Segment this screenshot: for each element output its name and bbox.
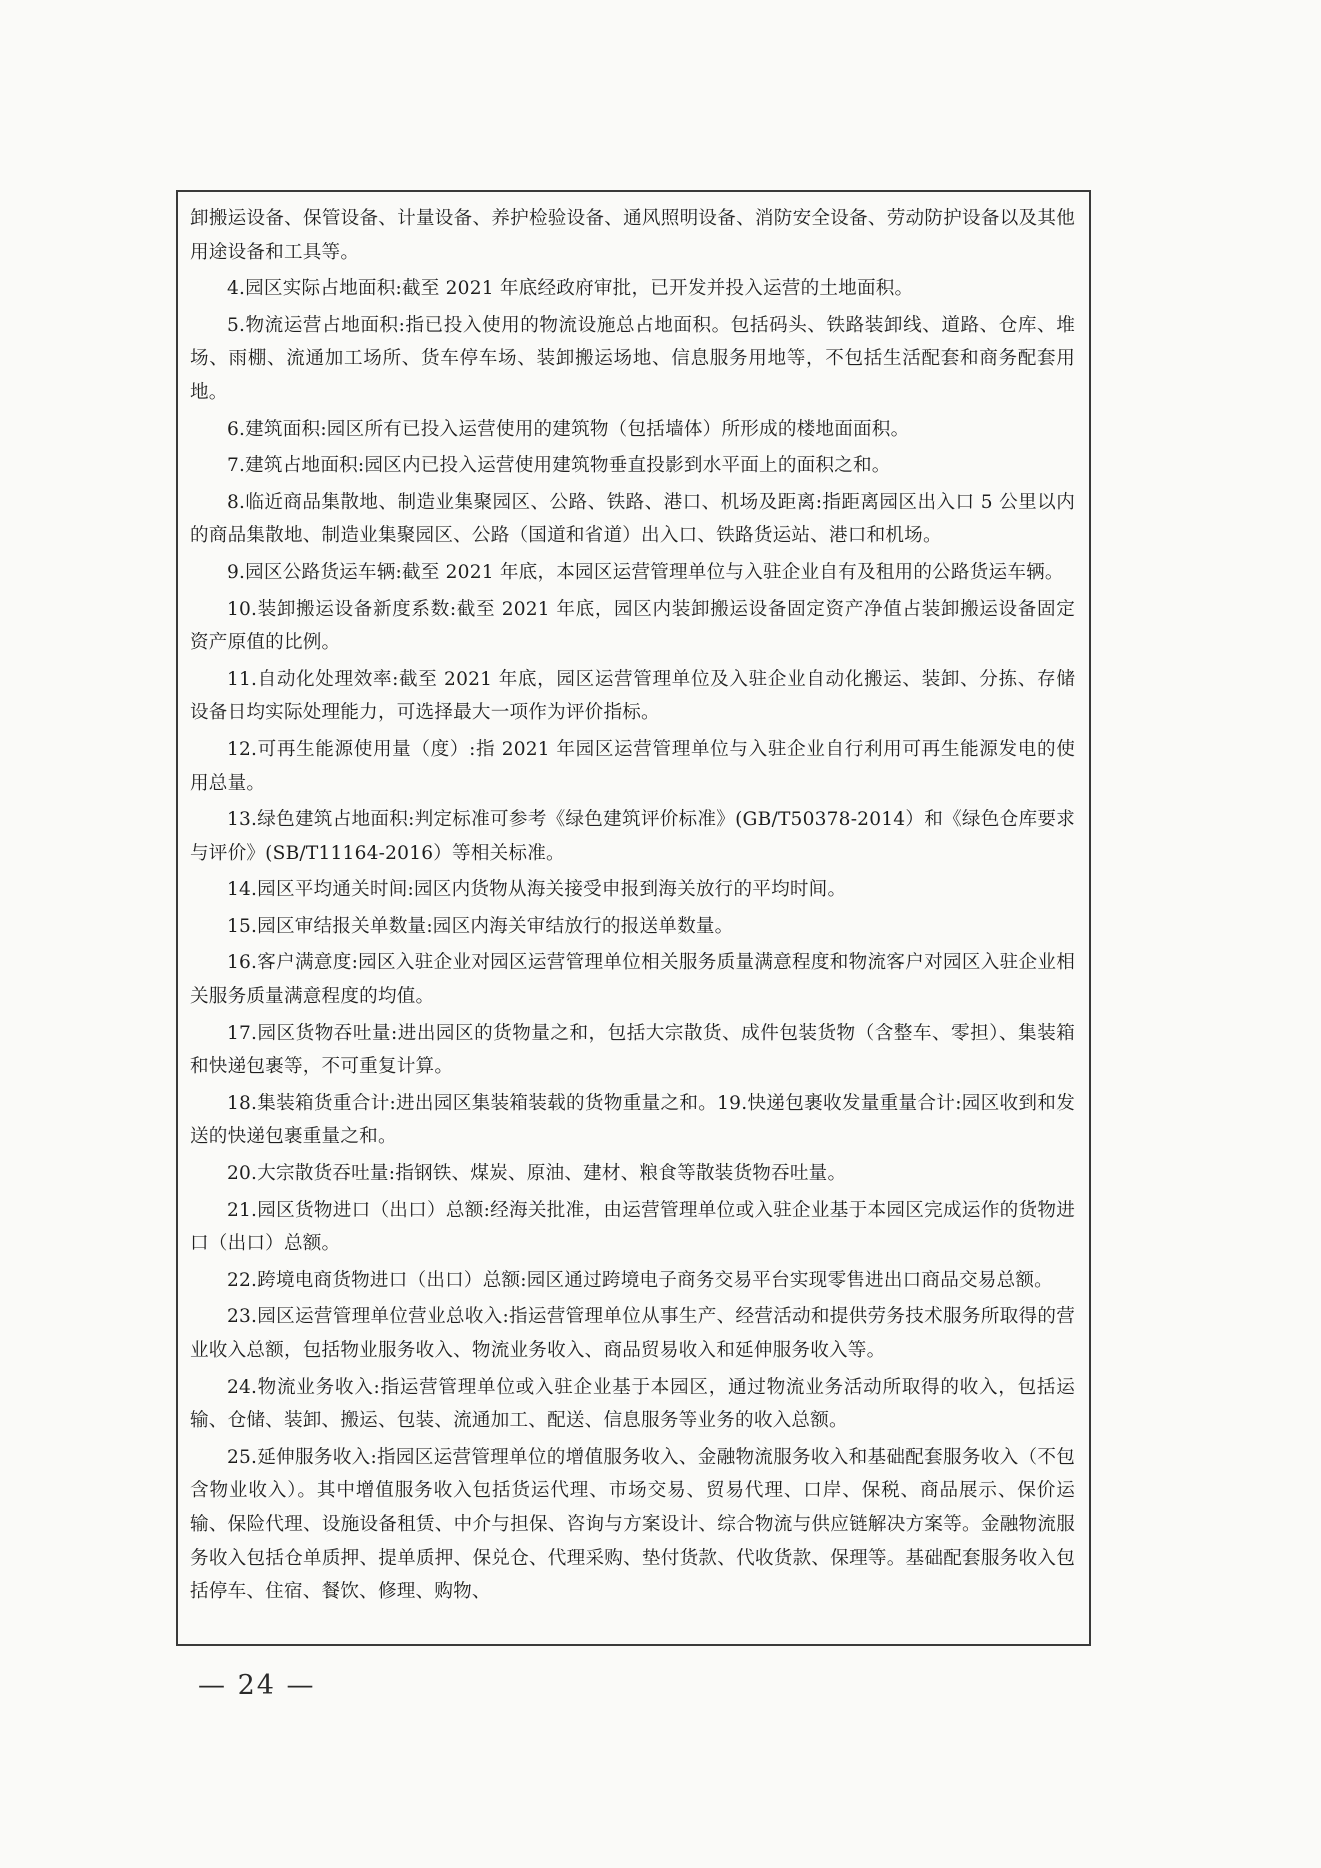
content-frame bbox=[176, 190, 1091, 1646]
paragraph-item-25: 25.延伸服务收入:指园区运营管理单位的增值服务收入、金融物流服务收入和基础配套服务收入（不包含物业收入）。其中增值服务收入包括货运代理、市场交易、贸易代理、口岸、保税、商品展示、保价运输、保险代理、设施设备租赁、中介与担保、咨询与方案设计、综合物流与供应链解决方案等。金融物流服务收入包括仓单质押、提单质押、保兑仓、代理采购、垫付货款、代收货款、保理等。基础配套服务收入包括停车、住宿、餐饮、修理、购物、 bbox=[190, 1446, 1075, 1603]
paragraph-item-20: 20.大宗散货吞吐量:指钢铁、煤炭、原油、建材、粮食等散装货物吞吐量。 bbox=[227, 1163, 847, 1185]
paragraph-item-15: 15.园区审结报关单数量:园区内海关审结放行的报送单数量。 bbox=[227, 915, 734, 937]
paragraph-item-21: 21.园区货物进口（出口）总额:经海关批准，由运营管理单位或入驻企业基于本园区完成运作的货物进口（出口）总额。 bbox=[190, 1199, 1075, 1255]
paragraph-item-11: 11.自动化处理效率:截至 2021 年底，园区运营管理单位及入驻企业自动化搬运、装卸、分拣、存储设备日均实际处理能力，可选择最大一项作为评价指标。 bbox=[190, 668, 1075, 724]
paragraph-item-10: 10.装卸搬运设备新度系数:截至 2021 年底，园区内装卸搬运设备固定资产净值占装卸搬运设备固定资产原值的比例。 bbox=[190, 598, 1075, 654]
paragraph-item-16: 16.客户满意度:园区入驻企业对园区运营管理单位相关服务质量满意程度和物流客户对园区入驻企业相关服务质量满意程度的均值。 bbox=[190, 952, 1075, 1008]
paragraph-item-17: 17.园区货物吞吐量:进出园区的货物量之和，包括大宗散货、成件包装货物（含整车、零担）、集装箱和快递包裹等，不可重复计算。 bbox=[190, 1022, 1075, 1078]
paragraph-item-24: 24.物流业务收入:指运营管理单位或入驻企业基于本园区，通过物流业务活动所取得的收入，包括运输、仓储、装卸、搬运、包装、流通加工、配送、信息服务等业务的收入总额。 bbox=[190, 1376, 1075, 1432]
paragraph-item-4: 4.园区实际占地面积:截至 2021 年底经政府审批，已开发并投入运营的土地面积。 bbox=[227, 278, 914, 300]
paragraph-item-18-19: 18.集装箱货重合计:进出园区集装箱装载的货物重量之和。19.快递包裹收发量重量合计:园区收到和发送的快递包裹重量之和。 bbox=[190, 1092, 1075, 1148]
page-number: — 24 — bbox=[198, 1670, 316, 1701]
paragraph-continuation: 卸搬运设备、保管设备、计量设备、养护检验设备、通风照明设备、消防安全设备、劳动防护设备以及其他用途设备和工具等。 bbox=[190, 208, 1075, 263]
paragraph-item-6: 6.建筑面积:园区所有已投入运营使用的建筑物（包括墙体）所形成的楼地面面积。 bbox=[227, 418, 910, 440]
paragraph-item-9: 9.园区公路货运车辆:截至 2021 年底，本园区运营管理单位与入驻企业自有及租用的公路货运车辆。 bbox=[227, 561, 1064, 583]
paragraph-item-8: 8.临近商品集散地、制造业集聚园区、公路、铁路、港口、机场及距离:指距离园区出入口 5 公里以内的商品集散地、制造业集聚园区、公路（国道和省道）出入口、铁路货运站、港口和机场。 bbox=[190, 491, 1075, 547]
paragraph-item-14: 14.园区平均通关时间:园区内货物从海关接受申报到海关放行的平均时间。 bbox=[227, 879, 847, 901]
paragraph-item-7: 7.建筑占地面积:园区内已投入运营使用建筑物垂直投影到水平面上的面积之和。 bbox=[227, 455, 891, 477]
paragraph-item-13: 13.绿色建筑占地面积:判定标准可参考《绿色建筑评价标准》(GB/T50378-2014）和《绿色仓库要求与评价》(SB/T11164-2016）等相关标准。 bbox=[190, 809, 1075, 864]
paragraph-item-5: 5.物流运营占地面积:指已投入使用的物流设施总占地面积。包括码头、铁路装卸线、道路、仓库、堆场、雨棚、流通加工场所、货车停车场、装卸搬运场地、信息服务用地等，不包括生活配套和商务配套用地。 bbox=[190, 314, 1075, 403]
paragraph-item-22: 22.跨境电商货物进口（出口）总额:园区通过跨境电子商务交易平台实现零售进出口商品交易总额。 bbox=[227, 1269, 1053, 1291]
paragraph-item-23: 23.园区运营管理单位营业总收入:指运营管理单位从事生产、经营活动和提供劳务技术服务所取得的营业收入总额，包括物业服务收入、物流业务收入、商品贸易收入和延伸服务收入等。 bbox=[190, 1306, 1075, 1361]
paragraph-item-12: 12.可再生能源使用量（度）:指 2021 年园区运营管理单位与入驻企业自行利用可再生能源发电的使用总量。 bbox=[190, 738, 1075, 794]
